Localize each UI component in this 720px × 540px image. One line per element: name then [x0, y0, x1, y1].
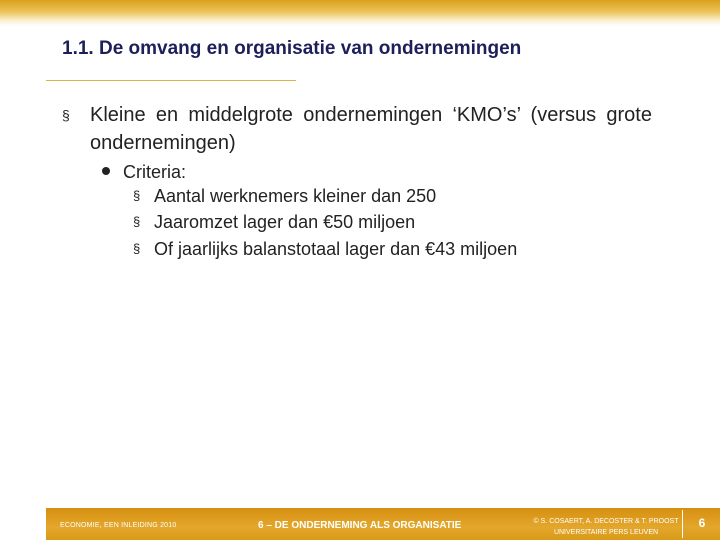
- page-number: 6: [698, 516, 706, 530]
- round-bullet-icon: [102, 167, 110, 175]
- footer-course-title: ECONOMIE, EEN INLEIDING 2010: [60, 522, 177, 529]
- footer-copyright: [526, 516, 686, 538]
- bullet-level2: [102, 160, 186, 184]
- footer-copyright-publisher: UNIVERSITAIRE PERS LEUVEN: [553, 529, 659, 536]
- bullet-level3-text: Jaaromzet lager dan €50 miljoen: [154, 212, 416, 232]
- footer-divider: [682, 510, 683, 538]
- title-underline: [46, 80, 296, 81]
- footer-chapter-title: 6 – DE ONDERNEMING ALS ORGANISATIE: [258, 520, 462, 531]
- footer-copyright-authors: © S. COSAERT, A. DECOSTER & T. PROOST: [533, 518, 679, 525]
- bullet-level3-text: Of jaarlijks balanstotaal lager dan €43 miljoen: [154, 239, 518, 259]
- section-bullet-icon: §: [133, 241, 141, 256]
- section-bullet-icon: §: [62, 107, 70, 123]
- bullet-level1-text: Kleine en middelgrote ondernemingen ‘KMO’s’ (versus grote ondernemingen): [90, 104, 652, 154]
- bullet-level3-item: [133, 237, 517, 261]
- bullet-level3-item: [133, 184, 436, 208]
- slide-title: 1.1. De omvang en organisatie van ondernemingen: [62, 38, 522, 59]
- section-bullet-icon: §: [133, 188, 141, 203]
- section-bullet-icon: §: [133, 214, 141, 229]
- bullet-level3-text: Aantal werknemers kleiner dan 250: [154, 186, 437, 206]
- header-gradient-band: [0, 0, 720, 26]
- footer-bar: [46, 508, 720, 540]
- bullet-level1: [62, 101, 652, 157]
- bullet-level3-item: [133, 210, 415, 234]
- bullet-level2-text: Criteria:: [123, 162, 187, 182]
